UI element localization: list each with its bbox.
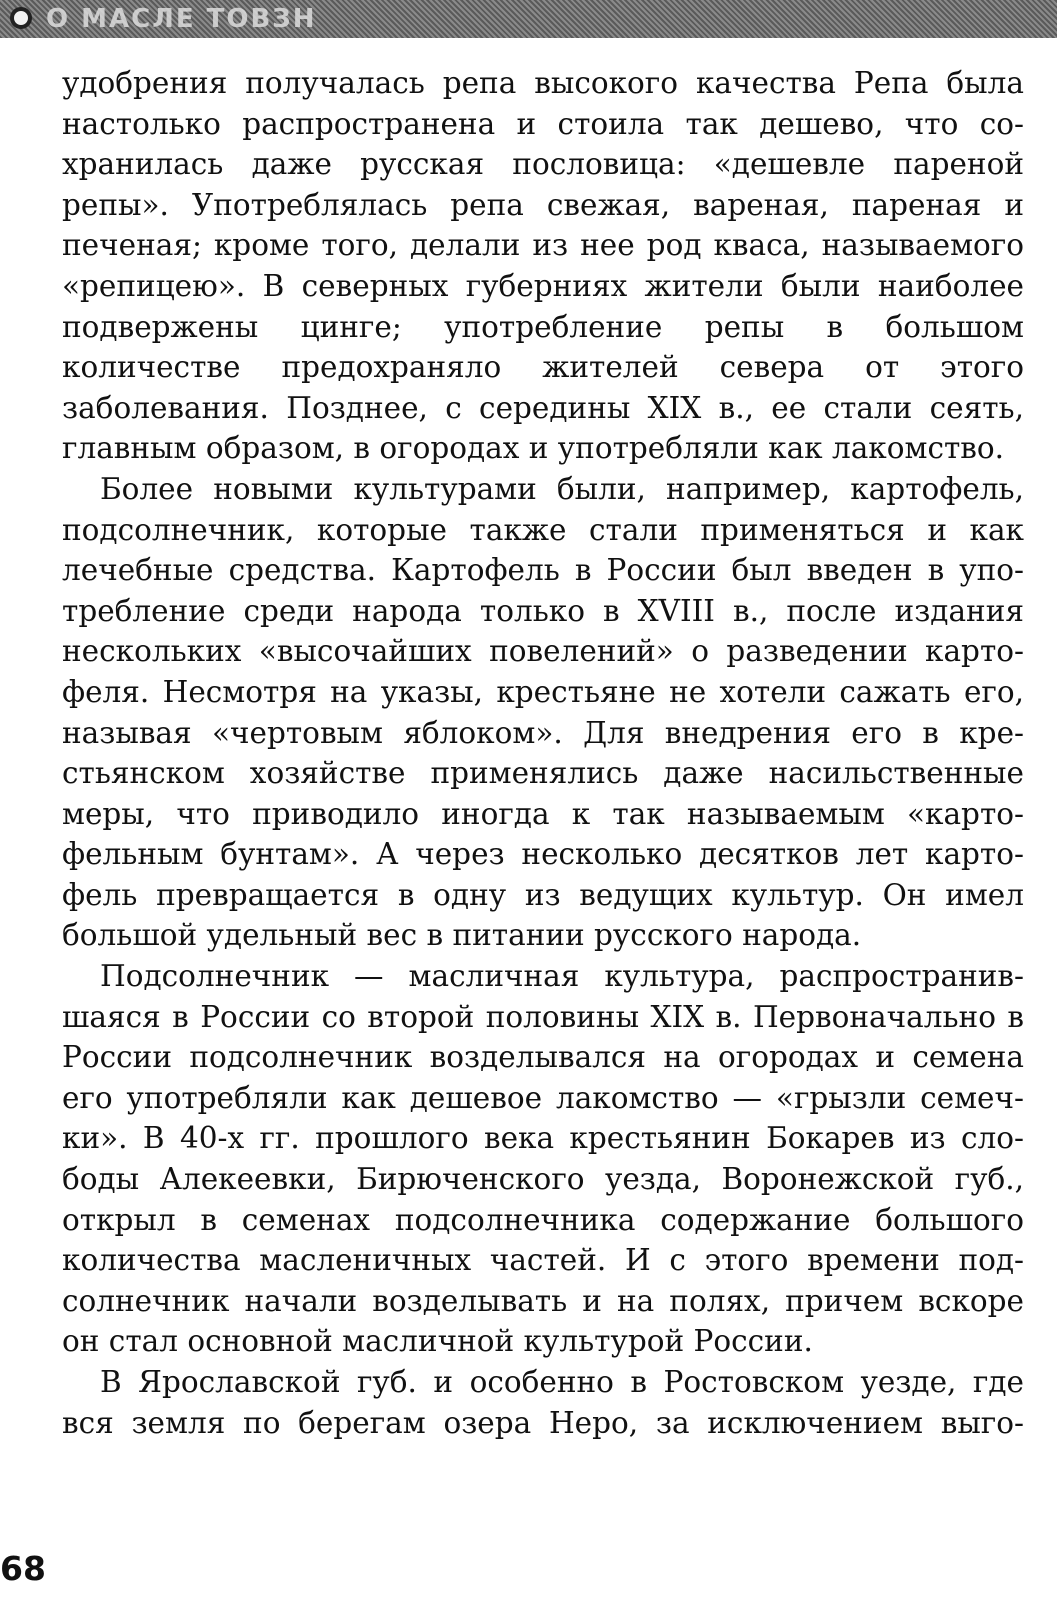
paragraph-potato: Более новыми культурами были, например, картофель, подсолнечник, которые также стали применяться и как лечебные средства. Картофель в России был введен в употребление среди народа только в XVIII в., после издания нескольких «высочайших повелений» о разведении картофеля. Несмотря на указы, крестьяне не хотели сажать его, называя «чертовым яблоком». Для внедрения его в крестьянском хозяйстве применялись даже насильственные меры, что приводило иногда к так называемым «картофельным бунтам». А через несколько десятков лет картофель превращается в одну из ведущих культур. Он имел большой удельный вес в питании русского народа.	[62, 471, 1024, 953]
page-body	[62, 63, 1024, 1443]
paragraph-sunflower: Подсолнечник — масличная культура, распространившаяся в России со второй половины XIX в. Первоначально в России подсолнечник возделывался на огородах и семена его употребляли как дешевое лакомство — «грызли семечки». В 40-х гг. прошлого века крестьянин Бокарев из слободы Алекеевки, Бирюченского уезда, Воронежской губ., открыл в семенах подсолнечника содержание большого количества масленичных частей. И с этого времени подсолнечник начали возделывать и на полях, причем вскоре он стал основной масличной культурой России.	[62, 959, 1024, 1359]
circle-bullet-icon	[10, 7, 32, 29]
paragraph-turnip-continued: удобрения получалась репа высокого качества Репа была настолько распространена и стоила так дешево, что сохранилась даже русская пословица: «дешевле пареной репы». Употреблялась репа свежая, вареная, пареная и печеная; кроме того, делали из нее род кваса, называемого «репицею». В северных губерниях жители были наиболее подвержены цинге; употребление репы в большом количестве предохраняло жителей севера от этого заболевания. Позднее, с середины XIX в., ее стали сеять, главным образом, в огородах и употребляли как лакомство.	[62, 66, 1024, 466]
running-header-title: О МАСЛЕ ТОВЗН	[46, 4, 317, 34]
page-number: 68	[0, 1549, 46, 1588]
running-header	[0, 0, 1057, 38]
paragraph-yaroslavl: В Ярославской губ. и особенно в Ростовском уезде, где вся земля по берегам озера Неро, за исключением выго-	[62, 1365, 1024, 1440]
